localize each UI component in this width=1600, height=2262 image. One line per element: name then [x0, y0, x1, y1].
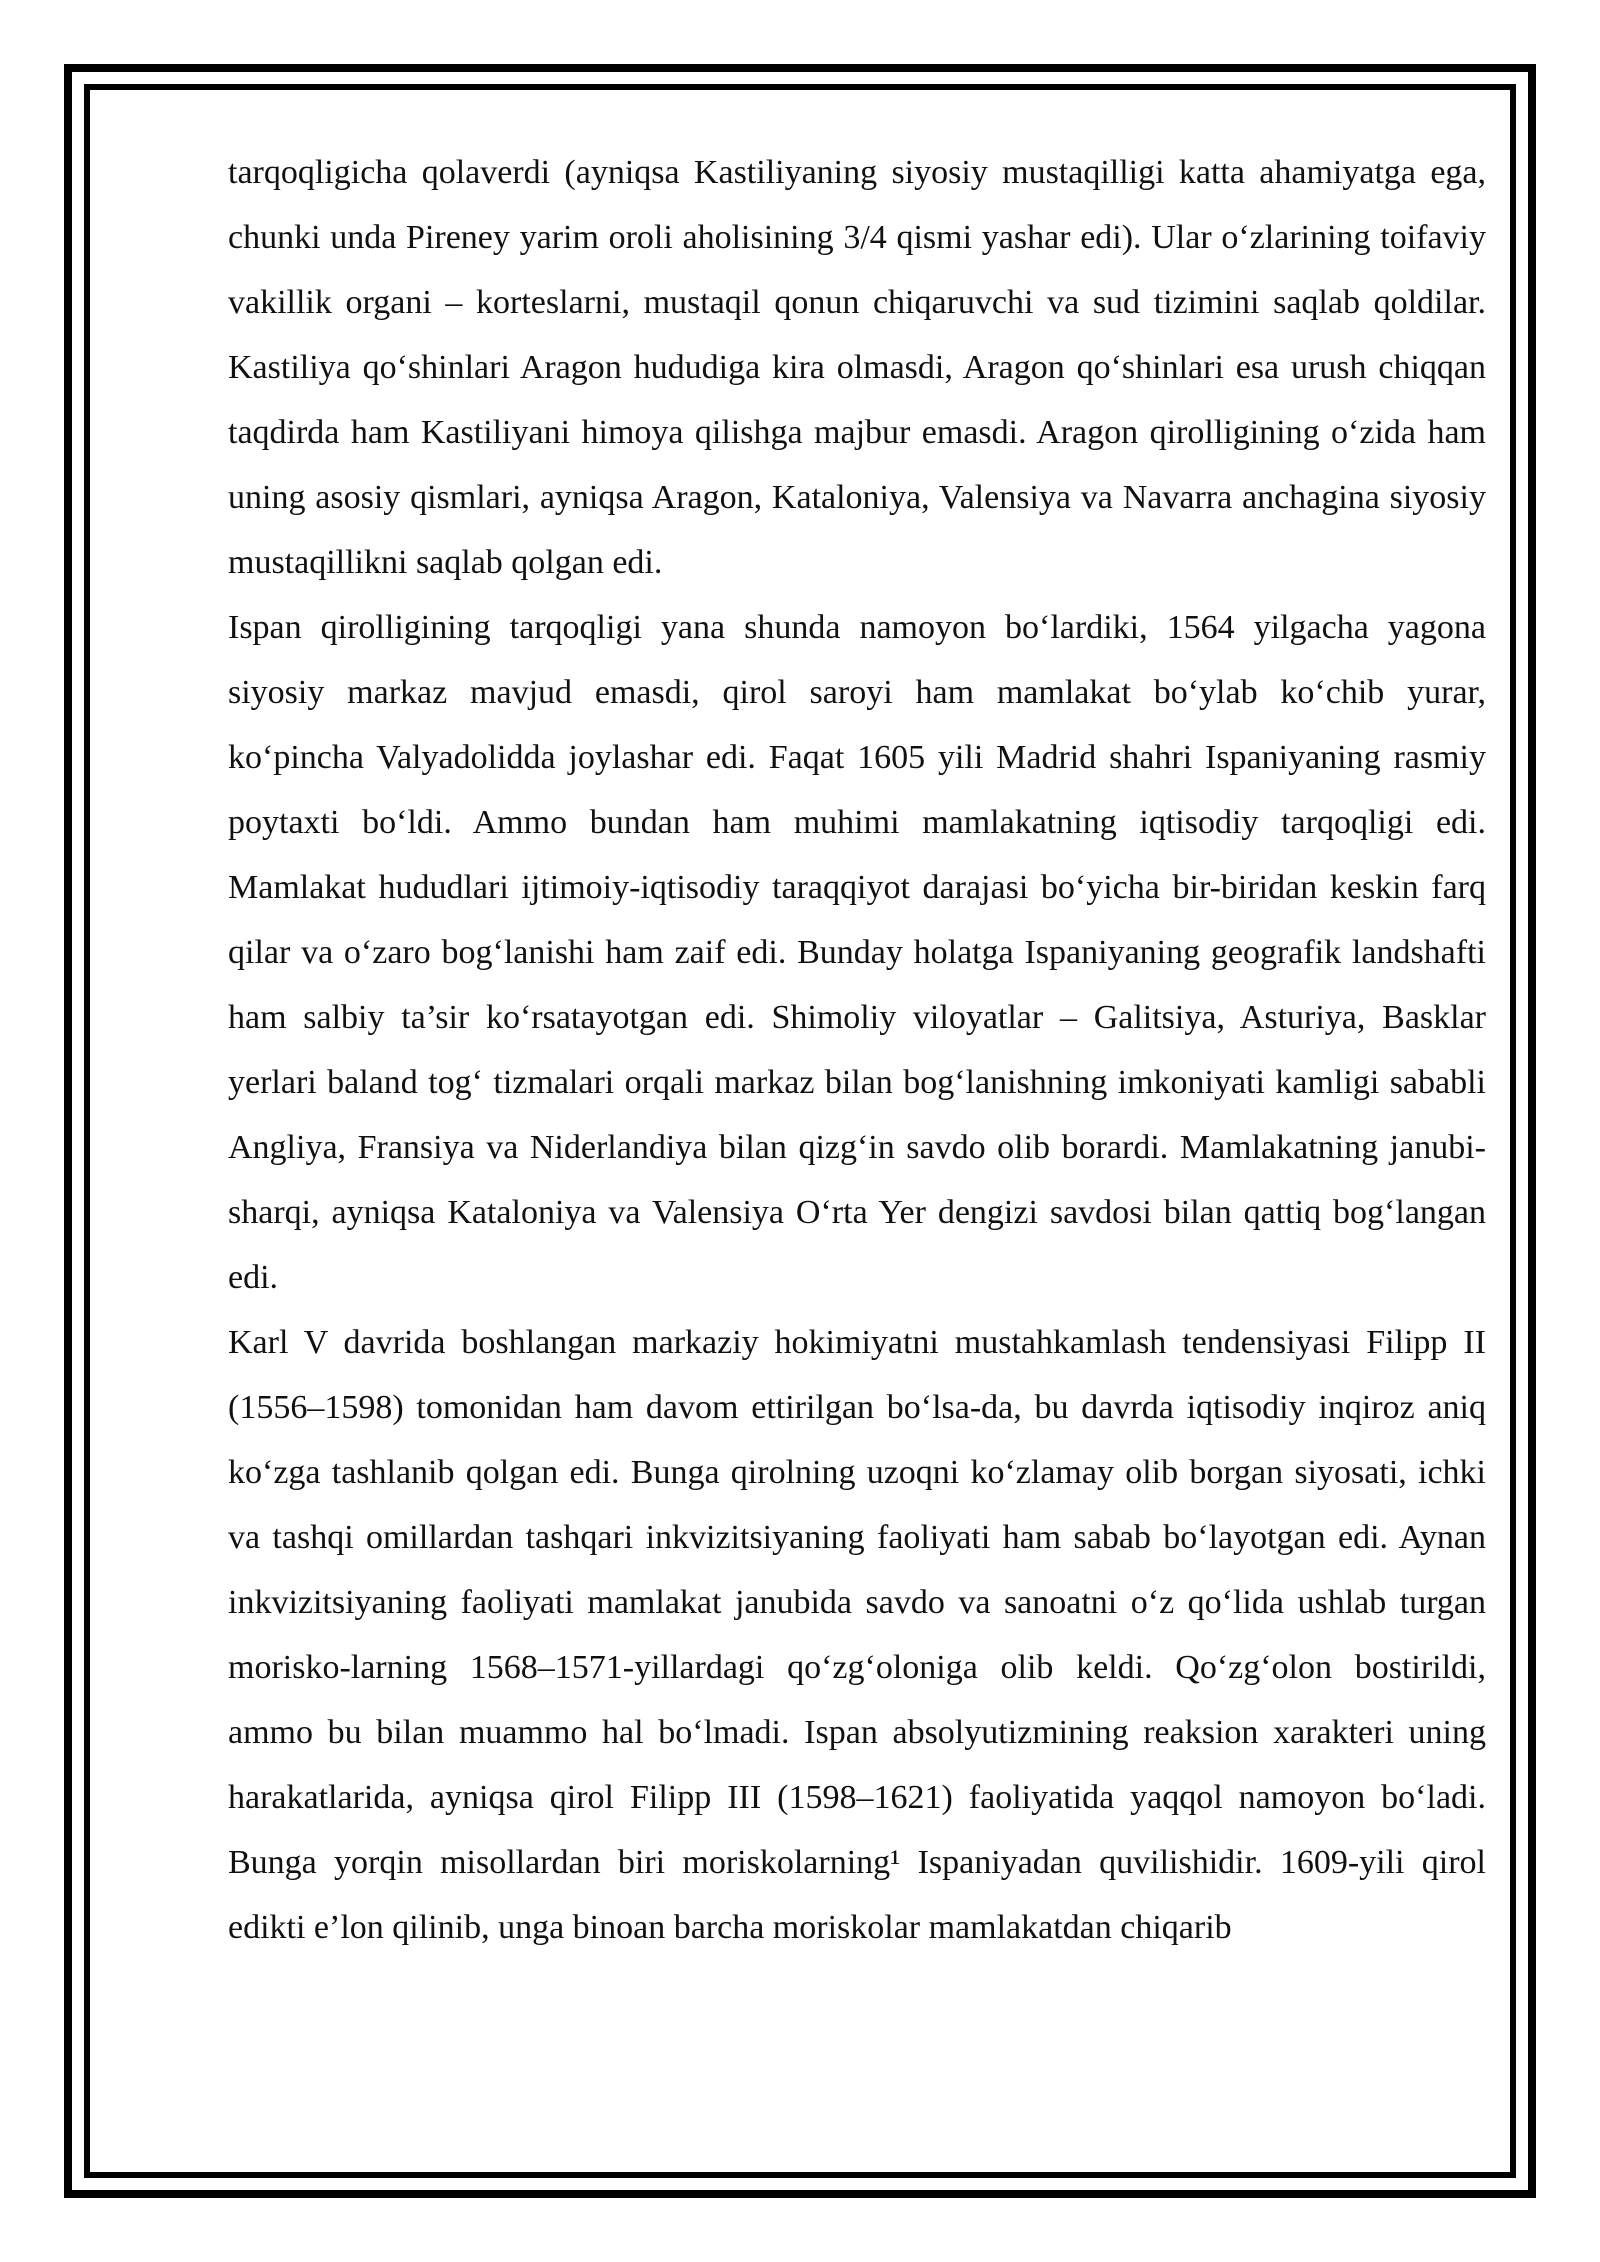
document-body [228, 140, 1486, 1960]
paragraph: Karl V davrida boshlangan markaziy hokimiyatni mustahkamlash tendensiyasi Filipp II (1556–1598) tomonidan ham davom ettirilgan bo‘lsa-da, bu davrda iqtisodiy inqiroz aniq ko‘zga tashlanib qolgan edi. Bunga qirolning uzoqni ko‘zlamay olib borgan siyosati, ichki va tashqi omillardan tashqari inkvizitsiyaning faoliyati ham sabab bo‘layotgan edi. Aynan inkvizitsiyaning faoliyati mamlakat janubida savdo va sanoatni o‘z qo‘lida ushlab turgan morisko-larning 1568–1571-yillardagi qo‘zg‘oloniga olib keldi. Qo‘zg‘olon bostirildi, ammo bu bilan muammo hal bo‘lmadi. Ispan absolyutizmining reaksion xarakteri uning harakatlarida, ayniqsa qirol Filipp III (1598–1621) faoliyatida yaqqol namoyon bo‘ladi. Bunga yorqin misollardan biri moriskolarning¹ Ispaniyadan quvilishidir. 1609-yili qirol edikti e’lon qilinib, unga binoan barcha moriskolar mamlakatdan chiqarib [228, 1324, 1486, 1946]
paragraph: tarqoqligicha qolaverdi (ayniqsa Kastiliyaning siyosiy mustaqilligi katta ahamiyatga ega, chunki unda Pireney yarim oroli aholisining 3/4 qismi yashar edi). Ular o‘zlarining toifaviy vakillik organi – korteslarni, mustaqil qonun chiqaruvchi va sud tizimini saqlab qoldilar. Kastiliya qo‘shinlari Aragon hududiga kira olmasdi, Aragon qo‘shinlari esa urush chiqqan taqdirda ham Kastiliyani himoya qilishga majbur emasdi. Aragon qirolligining o‘zida ham uning asosiy qismlari, ayniqsa Aragon, Kataloniya, Valensiya va Navarra anchagina siyosiy mustaqillikni saqlab qolgan edi. [228, 154, 1486, 581]
paragraph: Ispan qirolligining tarqoqligi yana shunda namoyon bo‘lardiki, 1564 yilgacha yagona siyosiy markaz mavjud emasdi, qirol saroyi ham mamlakat bo‘ylab ko‘chib yurar, ko‘pincha Valyadolidda joylashar edi. Faqat 1605 yili Madrid shahri Ispaniyaning rasmiy poytaxti bo‘ldi. Ammo bundan ham muhimi mamlakatning iqtisodiy tarqoqligi edi. Mamlakat hududlari ijtimoiy-iqtisodiy taraqqiyot darajasi bo‘yicha bir-biridan keskin farq qilar va o‘zaro bog‘lanishi ham zaif edi. Bunday holatga Ispaniyaning geografik landshafti ham salbiy ta’sir ko‘rsatayotgan edi. Shimoliy viloyatlar – Galitsiya, Asturiya, Basklar yerlari baland tog‘ tizmalari orqali markaz bilan bog‘lanishning imkoniyati kamligi sababli Angliya, Fransiya va Niderlandiya bilan qizg‘in savdo olib borardi. Mamlakatning janubi-sharqi, ayniqsa Kataloniya va Valensiya O‘rta Yer dengizi savdosi bilan qattiq bog‘langan edi. [228, 609, 1486, 1296]
